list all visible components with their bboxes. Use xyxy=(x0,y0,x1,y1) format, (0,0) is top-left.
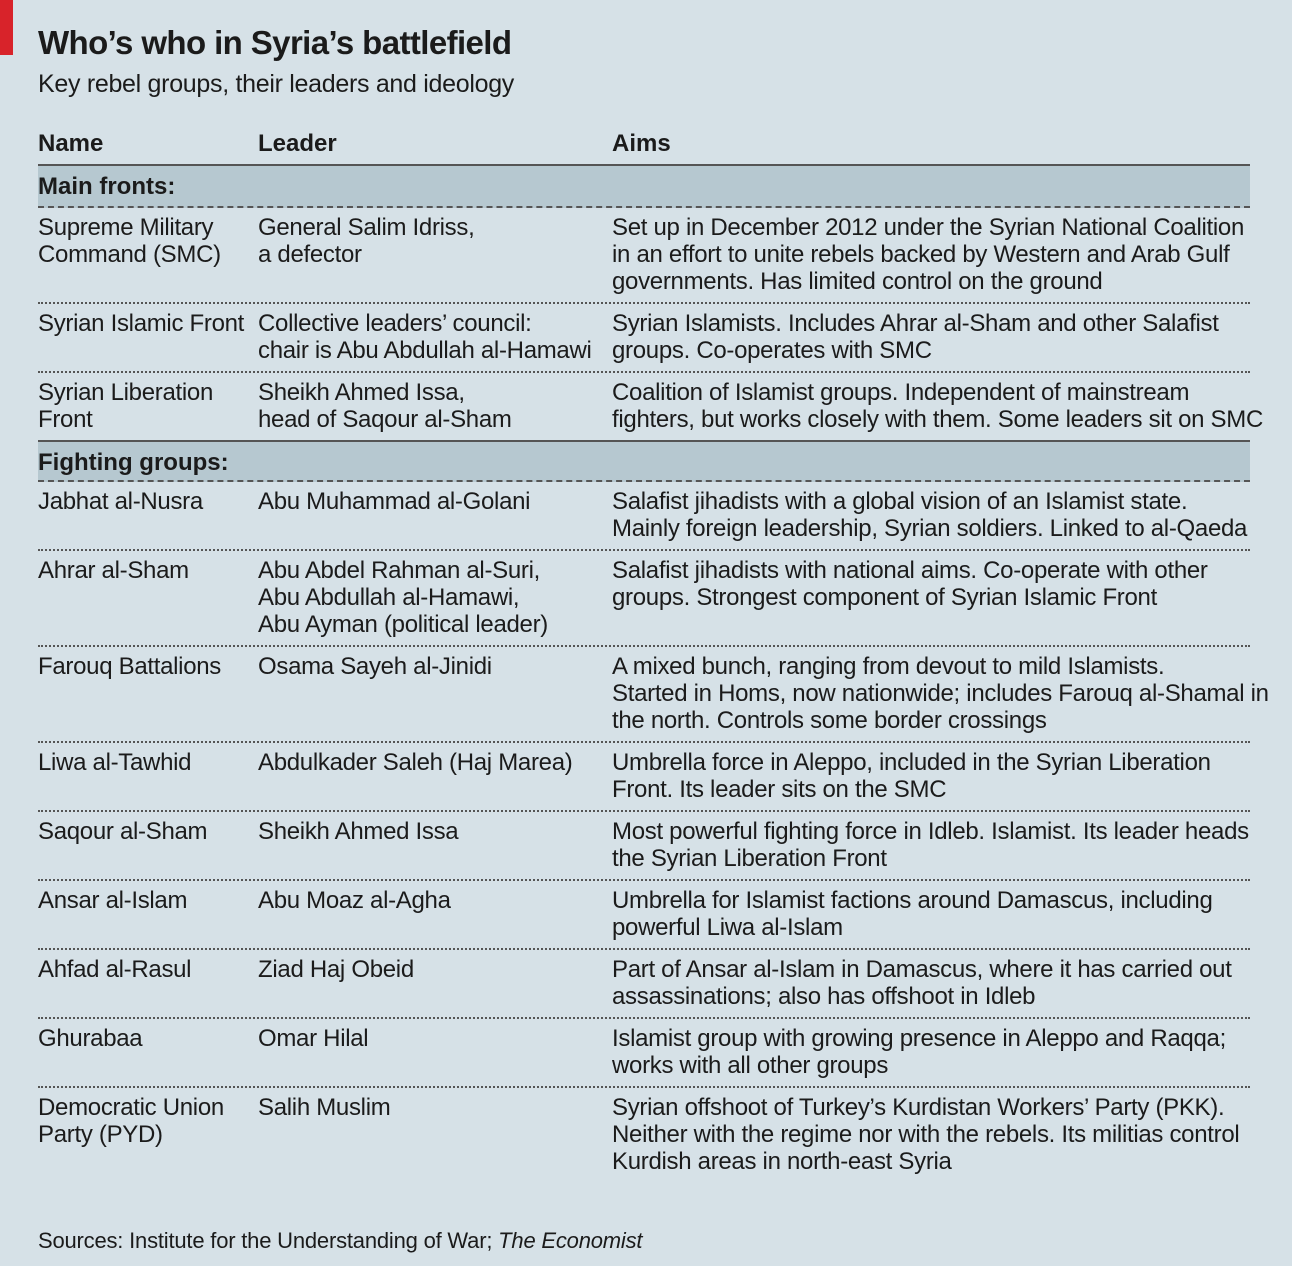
column-header-leader: Leader xyxy=(258,130,337,157)
aims-cell-line: Islamist group with growing presence in Aleppo and Raqqa; xyxy=(612,1025,1226,1052)
leader-cell-line: General Salim Idriss, xyxy=(258,214,475,241)
leader-cell xyxy=(258,1094,612,1175)
leader-cell xyxy=(258,653,612,734)
leader-cell-line: head of Saqour al-Sham xyxy=(258,406,512,433)
aims-cell xyxy=(612,488,1250,542)
aims-cell-line: works with all other groups xyxy=(612,1052,889,1079)
page-subtitle: Key rebel groups, their leaders and ideology xyxy=(38,70,514,98)
aims-cell-line: Set up in December 2012 under the Syrian National Coalition xyxy=(612,214,1245,241)
group-name-cell-line: Command (SMC) xyxy=(38,241,221,268)
source-text: Sources: Institute for the Understanding of War; xyxy=(38,1228,499,1253)
aims-cell xyxy=(612,214,1250,295)
leader-cell xyxy=(258,956,612,1010)
leader-cell-line: Abdulkader Saleh (Haj Marea) xyxy=(258,749,573,776)
aims-cell-line: Started in Homs, now nationwide; includes Farouq al-Shamal in xyxy=(612,680,1269,707)
aims-cell-line: Salafist jihadists with national aims. Co-operate with other xyxy=(612,557,1208,584)
leader-cell-line: chair is Abu Abdullah al-Hamawi xyxy=(258,337,592,364)
group-name-cell xyxy=(38,1025,258,1079)
group-name-cell-line: Ansar al-Islam xyxy=(38,887,188,914)
leader-cell xyxy=(258,557,612,638)
group-name-cell-line: Farouq Battalions xyxy=(38,653,222,680)
source-note xyxy=(38,1228,642,1254)
accent-tab xyxy=(0,0,13,55)
column-header-name: Name xyxy=(38,130,104,157)
leader-cell-line: Omar Hilal xyxy=(258,1025,369,1052)
leader-cell-line: Abu Muhammad al-Golani xyxy=(258,488,531,515)
aims-cell xyxy=(612,379,1263,433)
group-name-cell-line: Syrian Liberation xyxy=(38,379,214,406)
aims-cell-line: Syrian Islamists. Includes Ahrar al-Sham and other Salafist xyxy=(612,310,1219,337)
aims-cell-line: Syrian offshoot of Turkey’s Kurdistan Workers’ Party (PKK). xyxy=(612,1094,1225,1121)
leader-cell-line: Abu Abdullah al-Hamawi, xyxy=(258,584,520,611)
aims-cell-line: Front. Its leader sits on the SMC xyxy=(612,776,947,803)
aims-cell xyxy=(612,653,1269,734)
aims-cell-line: Umbrella force in Aleppo, included in the Syrian Liberation xyxy=(612,749,1211,776)
aims-cell-line: the north. Controls some border crossings xyxy=(612,707,1047,734)
leader-cell xyxy=(258,379,612,433)
leader-cell xyxy=(258,488,612,542)
group-name-cell-line: Saqour al-Sham xyxy=(38,818,208,845)
aims-cell-line: fighters, but works closely with them. Some leaders sit on SMC xyxy=(612,406,1263,433)
leader-cell xyxy=(258,1025,612,1079)
source-publication: The Economist xyxy=(498,1228,643,1253)
groups-table xyxy=(38,126,1269,1182)
table-row xyxy=(38,1019,1250,1088)
group-name-cell-line: Front xyxy=(38,406,93,433)
leader-cell xyxy=(258,887,612,941)
group-name-cell xyxy=(38,557,258,638)
leader-cell-line: Sheikh Ahmed Issa xyxy=(258,818,459,845)
group-name-cell xyxy=(38,488,258,542)
leader-cell-line: Sheikh Ahmed Issa, xyxy=(258,379,465,406)
table-row xyxy=(38,647,1269,743)
group-name-cell-line: Jabhat al-Nusra xyxy=(38,488,203,515)
aims-cell-line: Most powerful fighting force in Idleb. Islamist. Its leader heads xyxy=(612,818,1249,845)
group-name-cell-line: Ahrar al-Sham xyxy=(38,557,189,584)
group-name-cell-line: Liwa al-Tawhid xyxy=(38,749,192,776)
group-name-cell xyxy=(38,653,258,734)
group-name-cell xyxy=(38,956,258,1010)
aims-cell xyxy=(612,310,1250,364)
leader-cell-line: Collective leaders’ council: xyxy=(258,310,532,337)
aims-cell-line: Salafist jihadists with a global vision of an Islamist state. xyxy=(612,488,1188,515)
aims-cell xyxy=(612,1025,1250,1079)
aims-cell-line: Neither with the regime nor with the rebels. Its militias control xyxy=(612,1121,1240,1148)
table-row xyxy=(38,373,1263,440)
aims-cell-line: Mainly foreign leadership, Syrian soldiers. Linked to al-Qaeda xyxy=(612,515,1248,542)
group-name-cell-line: Syrian Islamic Front xyxy=(38,310,245,337)
section-header: Fighting groups: xyxy=(38,440,1250,482)
aims-cell xyxy=(612,956,1250,1010)
table-body xyxy=(38,166,1269,1182)
column-header-aims: Aims xyxy=(612,130,671,157)
table-row xyxy=(38,1088,1250,1182)
table-row xyxy=(38,482,1250,551)
table-row xyxy=(38,304,1250,373)
table-row xyxy=(38,881,1250,950)
leader-cell xyxy=(258,749,612,803)
group-name-cell xyxy=(38,1094,258,1175)
aims-cell xyxy=(612,749,1250,803)
table-row xyxy=(38,208,1250,304)
aims-cell xyxy=(612,887,1250,941)
group-name-cell-line: Party (PYD) xyxy=(38,1121,163,1148)
leader-cell-line: Abu Moaz al-Agha xyxy=(258,887,451,914)
aims-cell-line: governments. Has limited control on the ground xyxy=(612,268,1103,295)
aims-cell-line: assassinations; also has offshoot in Idleb xyxy=(612,983,1036,1010)
leader-cell-line: Abu Abdel Rahman al-Suri, xyxy=(258,557,541,584)
aims-cell-line: groups. Strongest component of Syrian Islamic Front xyxy=(612,584,1157,611)
group-name-cell xyxy=(38,818,258,872)
group-name-cell xyxy=(38,310,258,364)
table-row xyxy=(38,743,1250,812)
aims-cell-line: A mixed bunch, ranging from devout to mild Islamists. xyxy=(612,653,1165,680)
group-name-cell-line: Ghurabaa xyxy=(38,1025,143,1052)
group-name-cell xyxy=(38,379,258,433)
group-name-cell xyxy=(38,214,258,295)
aims-cell-line: the Syrian Liberation Front xyxy=(612,845,887,872)
group-name-cell xyxy=(38,749,258,803)
leader-cell-line: Ziad Haj Obeid xyxy=(258,956,414,983)
aims-cell xyxy=(612,557,1250,638)
aims-cell xyxy=(612,1094,1250,1175)
aims-cell-line: in an effort to unite rebels backed by Western and Arab Gulf xyxy=(612,241,1230,268)
aims-cell xyxy=(612,818,1250,872)
table-row xyxy=(38,551,1250,647)
aims-cell-line: Umbrella for Islamist factions around Damascus, including xyxy=(612,887,1213,914)
page-title: Who’s who in Syria’s battlefield xyxy=(38,24,512,61)
aims-cell-line: Coalition of Islamist groups. Independent of mainstream xyxy=(612,379,1190,406)
leader-cell xyxy=(258,818,612,872)
table-row xyxy=(38,950,1250,1019)
aims-cell-line: Part of Ansar al-Islam in Damascus, where it has carried out xyxy=(612,956,1232,983)
group-name-cell-line: Ahfad al-Rasul xyxy=(38,956,192,983)
leader-cell xyxy=(258,310,612,364)
leader-cell-line: Osama Sayeh al-Jinidi xyxy=(258,653,492,680)
table-row xyxy=(38,812,1250,881)
leader-cell-line: Abu Ayman (political leader) xyxy=(258,611,548,638)
group-name-cell-line: Supreme Military xyxy=(38,214,214,241)
leader-cell-line: a defector xyxy=(258,241,362,268)
table-header xyxy=(38,126,1250,166)
leader-cell xyxy=(258,214,612,295)
leader-cell-line: Salih Muslim xyxy=(258,1094,391,1121)
aims-cell-line: groups. Co-operates with SMC xyxy=(612,337,932,364)
aims-cell-line: powerful Liwa al-Islam xyxy=(612,914,843,941)
section-header: Main fronts: xyxy=(38,166,1250,208)
aims-cell-line: Kurdish areas in north-east Syria xyxy=(612,1148,952,1175)
group-name-cell xyxy=(38,887,258,941)
group-name-cell-line: Democratic Union xyxy=(38,1094,224,1121)
